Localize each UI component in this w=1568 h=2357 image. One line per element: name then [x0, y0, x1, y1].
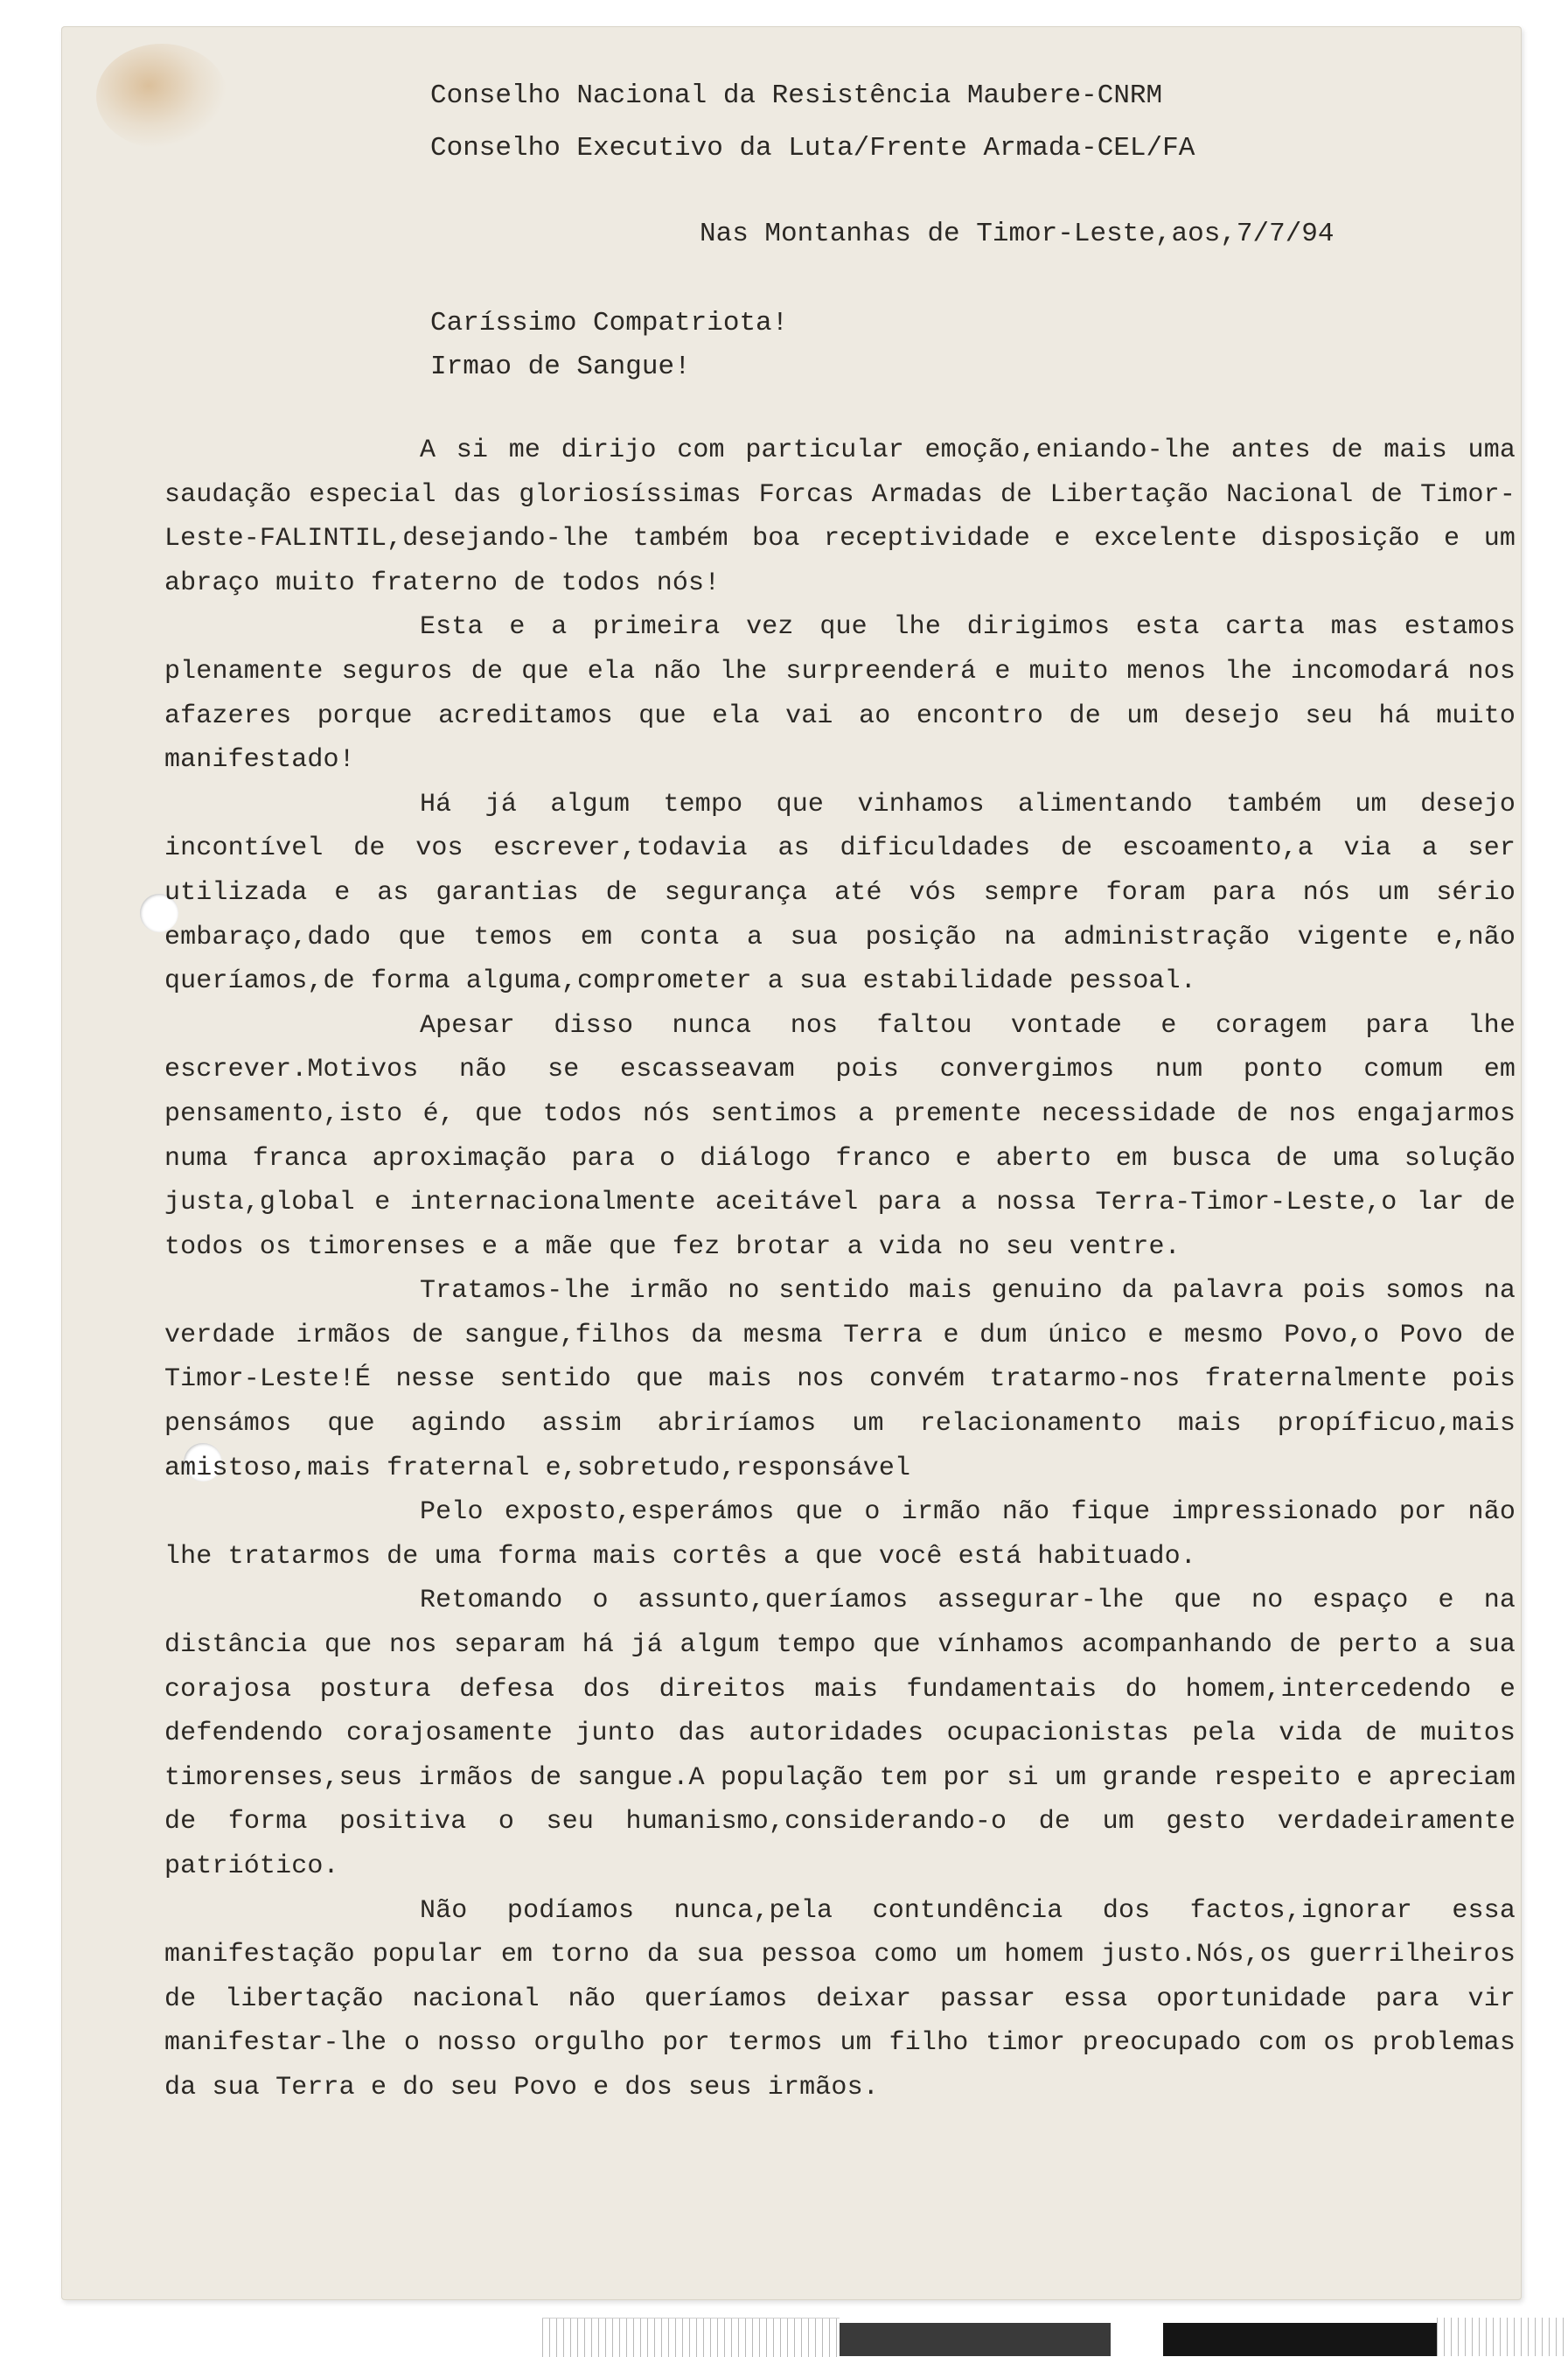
salutation-line-1: Caríssimo Compatriota!	[430, 308, 789, 338]
scale-ticks-left	[542, 2318, 840, 2357]
paragraph: Tratamos-lhe irmão no sentido mais genuino da palavra pois somos na verdade irmãos de sangue,filhos da mesma Terra e dum único e mesmo Povo,o Povo de Timor-Leste!É nesse sentido que mais nos convém tratarmo-nos fraternalmente pois pensámos que agindo assim abriríamos um relacionamento mais propíficuo,mais amistoso,mais fraternal e,sobretudo,responsável	[164, 1276, 1516, 1483]
salutation-line-2: Irmao de Sangue!	[430, 352, 691, 382]
paragraph: Retomando o assunto,queríamos assegurar-lhe que no espaço e na distância que nos separam há já algum tempo que vínhamos acompanhando de perto a sua corajosa postura defesa dos direitos mais fundamentais do homem,intercedendo e defendendo corajosamente junto das autoridades ocupacionistas pela vida de muitos timorenses,seus irmãos de sangue.A população tem por si um grande respeito e apreciam de forma positiva o seu humanismo,considerando-o de um gesto verdadeiramente patriótico.	[164, 1586, 1516, 1881]
scale-block-gray	[840, 2323, 1111, 2356]
rust-stain	[96, 44, 227, 149]
paragraph: Há já algum tempo que vinhamos alimentando também um desejo incontível de vos escrever,todavia as dificuldades de escoamento,a via a ser utilizada e as garantias de segurança até vós sempre foram para nós um sério embaraço,dado que temos em conta a sua posição na administração vigente e,não queríamos,de forma alguma,comprometer a sua estabilidade pessoal.	[164, 789, 1516, 997]
date-line: Nas Montanhas de Timor-Leste,aos,7/7/94	[700, 219, 1335, 249]
scale-ticks-right	[1437, 2318, 1568, 2356]
paragraph: Esta e a primeira vez que lhe dirigimos esta carta mas estamos plenamente seguros de que ela não lhe surpreenderá e muito menos lhe incomodará nos afazeres porque acreditamos que ela vai ao encontro de um desejo seu há muito manifestado!	[164, 612, 1516, 776]
scale-gap	[1111, 2323, 1163, 2356]
paragraph: Apesar disso nunca nos faltou vontade e coragem para lhe escrever.Motivos não se escasseavam pois convergimos num ponto comum em pensamento,isto é, que todos nós sentimos a premente necessidade de nos engajarmos numa franca aproximação para o diálogo franco e aberto em busca de uma solução justa,global e internacionalmente aceitável para a nossa Terra-Timor-Leste,o lar de todos os timorenses e a mãe que fez brotar a vida no seu ventre.	[164, 1010, 1516, 1262]
paragraph: Não podíamos nunca,pela contundência dos factos,ignorar essa manifestação popular em torno da sua pessoa como um homem justo.Nós,os guerrilheiros de libertação nacional não queríamos deixar passar essa oportunidade para vir manifestar-lhe o nosso orgulho por termos um filho timor preocupado com os problemas da sua Terra e do seu Povo e dos seus irmãos.	[164, 1895, 1516, 2102]
letter-body	[164, 429, 1516, 2110]
paragraph: A si me dirijo com particular emoção,eniando-lhe antes de mais uma saudação especial das gloriosíssimas Forcas Armadas de Libertação Nacional de Timor-Leste-FALINTIL,desejando-lhe também boa receptividade e excelente disposição e um abraço muito fraterno de todos nós!	[164, 436, 1516, 598]
header-council: Conselho Executivo da Luta/Frente Armada-CEL/FA	[430, 133, 1195, 164]
paragraph: Pelo exposto,esperámos que o irmão não fique impressionado por não lhe tratarmos de uma forma mais cortês a que você está habituado.	[164, 1497, 1516, 1572]
color-scale-bar	[542, 2318, 1568, 2356]
scale-block-black	[1163, 2323, 1437, 2356]
header-organization: Conselho Nacional da Resistência Maubere-CNRM	[430, 80, 1163, 111]
